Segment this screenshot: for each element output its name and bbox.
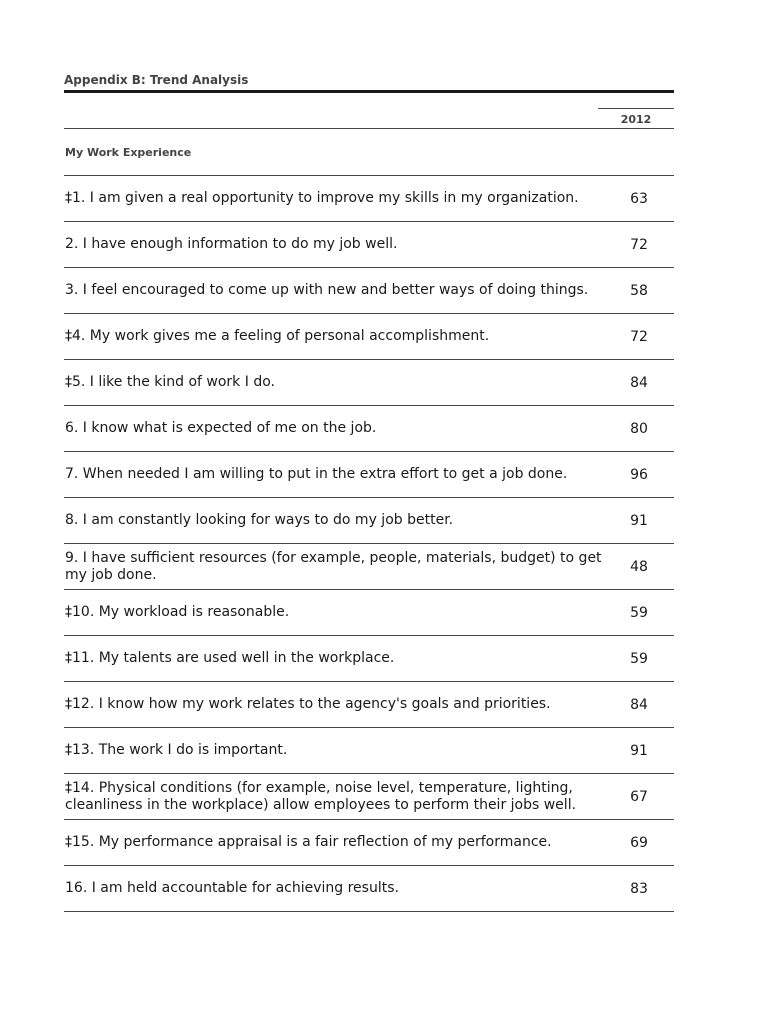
question-text: ‡11. My talents are used well in the workplace. [65,650,395,666]
table-row [64,176,674,222]
table-row [64,774,674,820]
table-row [64,544,674,590]
score-value: 84 [630,374,648,391]
page-header [64,72,674,93]
question-text: ‡10. My workload is reasonable. [65,604,290,620]
table-row [64,406,674,452]
question-text: ‡15. My performance appraisal is a fair reflection of my performance. [65,834,552,850]
table-row [64,498,674,544]
question-text: 7. When needed I am willing to put in the extra effort to get a job done. [65,466,568,482]
score-value: 58 [630,282,648,299]
score-value: 91 [630,742,648,759]
question-text: ‡13. The work I do is important. [65,742,288,758]
score-value: 72 [630,236,648,253]
score-value: 72 [630,328,648,345]
score-value: 96 [630,466,648,483]
question-text: ‡1. I am given a real opportunity to improve my skills in my organization. [65,190,579,206]
table-row [64,314,674,360]
question-text: ‡5. I like the kind of work I do. [65,374,275,390]
survey-table [64,175,674,912]
score-value: 48 [630,558,648,575]
score-value: 83 [630,880,648,897]
table-row [64,222,674,268]
table-top-rule [64,128,674,129]
table-row [64,636,674,682]
score-value: 91 [630,512,648,529]
table-row [64,590,674,636]
score-value: 84 [630,696,648,713]
table-row [64,452,674,498]
score-value: 67 [630,788,648,805]
question-text: 9. I have sufficient resources (for example, people, materials, budget) to get my job done. [65,549,602,583]
section-title: My Work Experience [65,146,192,159]
question-text: ‡4. My work gives me a feeling of personal accomplishment. [65,328,490,344]
question-text: 8. I am constantly looking for ways to do my job better. [65,512,454,528]
table-row [64,682,674,728]
table-row [64,268,674,314]
question-text: 3. I feel encouraged to come up with new and better ways of doing things. [65,282,589,298]
table-row [64,820,674,866]
question-text: ‡14. Physical conditions (for example, noise level, temperature, lighting, cleanliness in the workplace) allow employees to perform their jobs well. [65,779,577,813]
score-value: 63 [630,190,648,207]
question-text: 16. I am held accountable for achieving results. [65,880,399,896]
page-title: Appendix B: Trend Analysis [64,73,249,87]
score-value: 69 [630,834,648,851]
score-value: 80 [630,420,648,437]
question-text: 2. I have enough information to do my job well. [65,236,398,252]
table-row [64,360,674,406]
score-value: 59 [630,604,648,621]
table-row [64,728,674,774]
score-value: 59 [630,650,648,667]
year-column-header: 2012 [598,108,674,127]
question-text: 6. I know what is expected of me on the job. [65,420,377,436]
question-text: ‡12. I know how my work relates to the agency's goals and priorities. [65,696,551,712]
table-row [64,866,674,912]
